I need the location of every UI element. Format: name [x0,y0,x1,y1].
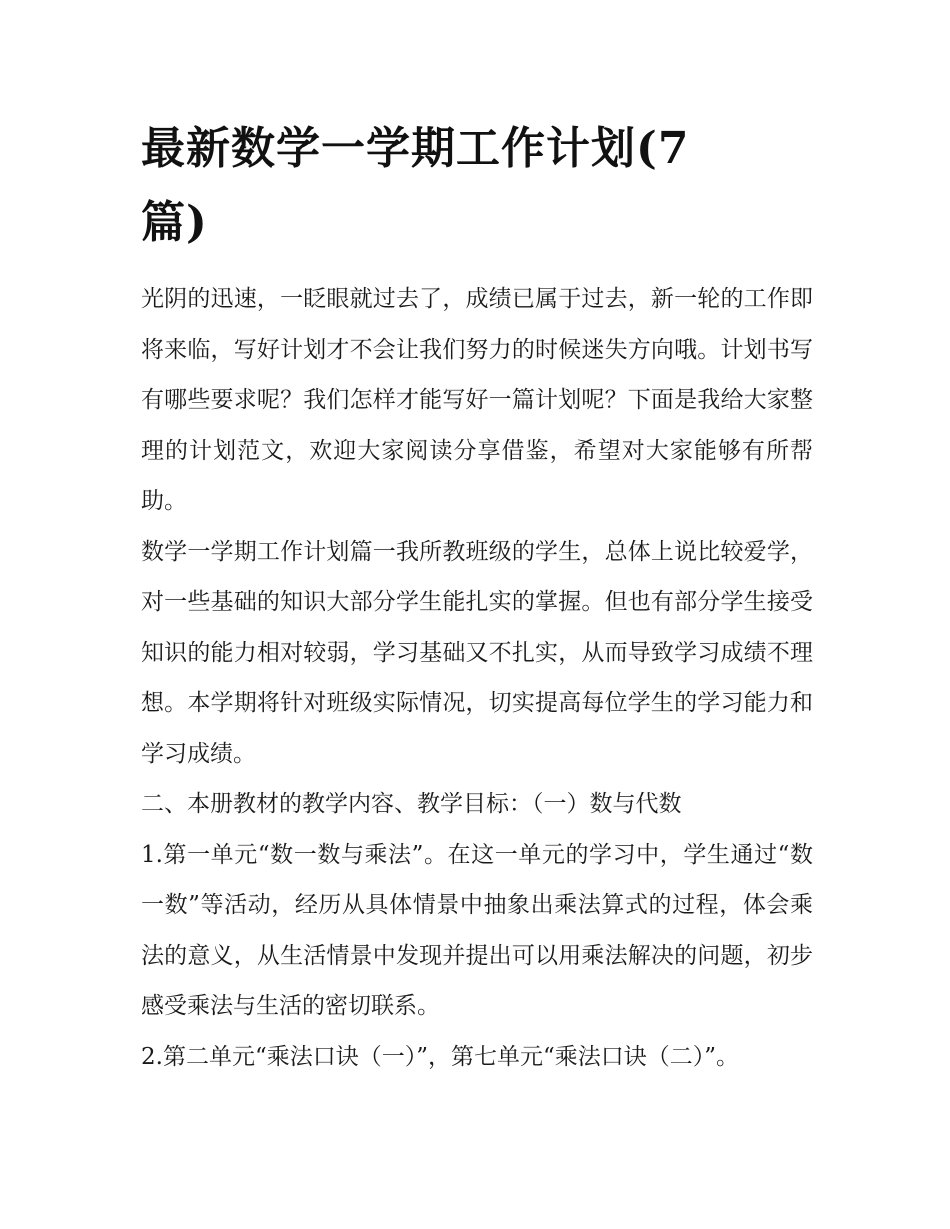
paragraph-section-heading: 二、本册教材的教学内容、教学目标：（一）数与代数 [141,791,682,817]
document-content [141,112,813,1082]
document-body [141,274,813,1082]
paragraph-unit-one: 1.第一单元“数一数与乘法”。在这一单元的学习中，学生通过“数一数”等活动，经历从具体情景中抽象出乘法算式的过程，体会乘法的意义，从生活情景中发现并提出可以用乘法解决的问题，初步感受乘法与生活的密切联系。 [141,841,813,1019]
paragraph-intro: 光阴的迅速，一眨眼就过去了，成绩已属于过去，新一轮的工作即将来临，写好计划才不会让我们努力的时候迷失方向哦。计划书写有哪些要求呢？我们怎样才能写好一篇计划呢？下面是我给大家整理的计划范文，欢迎大家阅读分享借鉴，希望对大家能够有所帮助。 [141,286,813,514]
document-title: 最新数学一学期工作计划(7篇) [141,123,690,248]
paragraph-unit-two: 2.第二单元“乘法口诀（一）”，第七单元“乘法口诀（二）”。 [141,1043,739,1070]
paragraph-plan-one: 数学一学期工作计划篇一我所教班级的学生，总体上说比较爱学，对一些基础的知识大部分学生能扎实的掌握。但也有部分学生接受知识的能力相对较弱，学习基础又不扎实，从而导致学习成绩不理想。本学期将针对班级实际情况，切实提高每位学生的学习能力和学习成绩。 [141,538,813,767]
